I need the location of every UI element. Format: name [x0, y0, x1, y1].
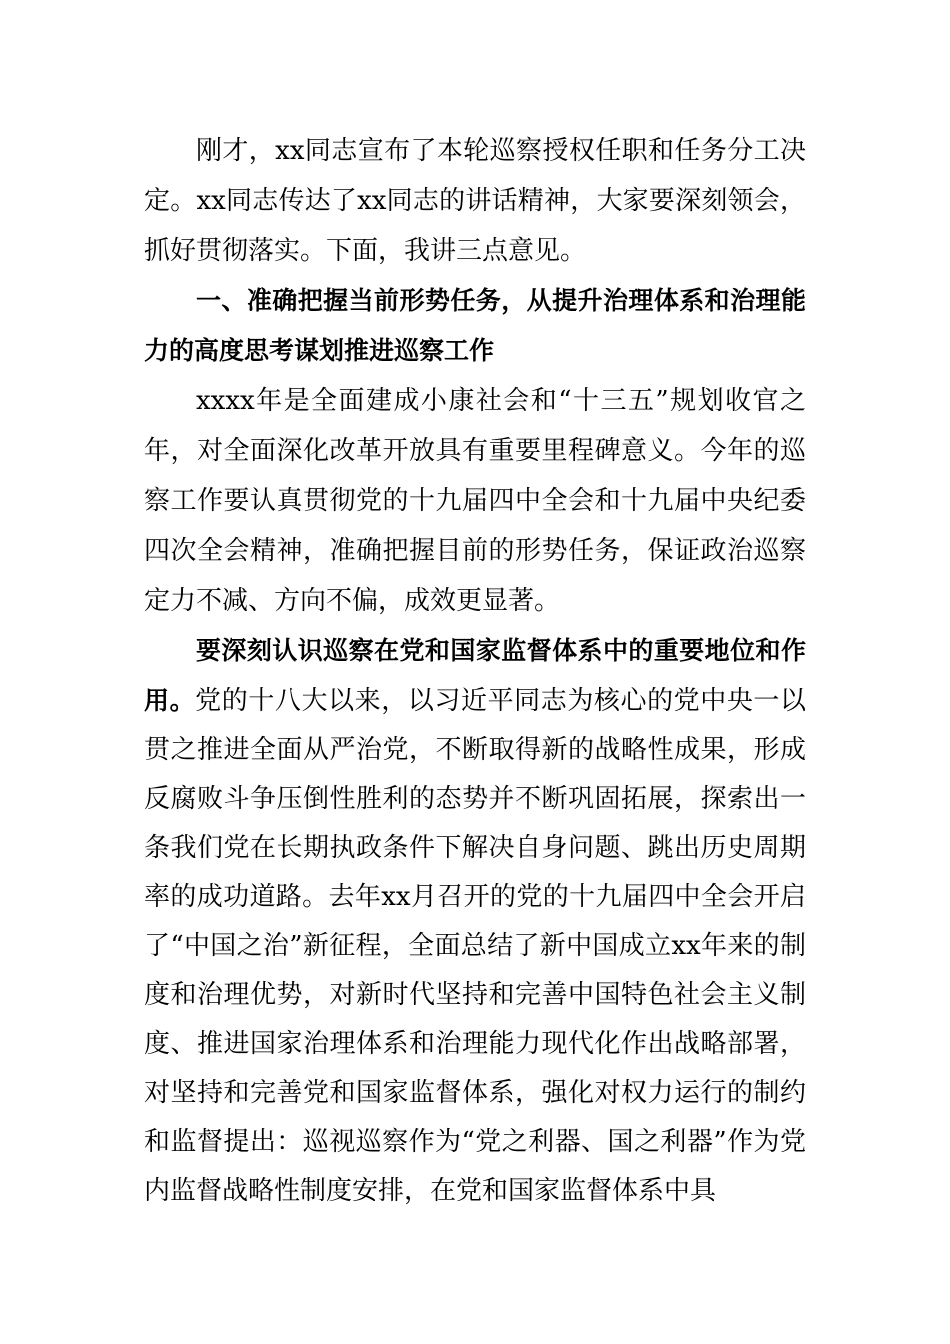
opening-paragraph: 刚才，xx同志宣布了本轮巡察授权任职和任务分工决定。xx同志传达了xx同志的讲话精神，大家要深刻领会，抓好贯彻落实。下面，我讲三点意见。	[144, 136, 806, 266]
context-paragraph: xxxx年是全面建成小康社会和“十三五”规划收官之年，对全面深化改革开放具有重要里程碑意义。今年的巡察工作要认真贯彻党的十九届四中全会和十九届中央纪委四次全会精神，准确把握目前的形势任务，保证政治巡察定力不减、方向不偏，成效更显著。	[144, 386, 806, 616]
importance-paragraph	[144, 626, 806, 1216]
document-body	[144, 126, 806, 1216]
section-heading-1: 一、准确把握当前形势任务，从提升治理体系和治理能力的高度思考谋划推进巡察工作	[144, 286, 806, 365]
importance-lead-sentence: 要深刻认识巡察在党和国家监督体系中的重要地位和作用。	[144, 636, 806, 715]
importance-body-text: 党的十八大以来，以习近平同志为核心的党中央一以贯之推进全面从严治党，不断取得新的战略性成果，形成反腐败斗争压倒性胜利的态势并不断巩固拓展，探索出一条我们党在长期执政条件下解决自身问题、跳出历史周期率的成功道路。去年xx月召开的党的十九届四中全会开启了“中国之治”新征程，全面总结了新中国成立xx年来的制度和治理优势，对新时代坚持和完善中国特色社会主义制度、推进国家治理体系和治理能力现代化作出战略部署，对坚持和完善党和国家监督体系，强化对权力运行的制约和监督提出：巡视巡察作为“党之利器、国之利器”作为党内监督战略性制度安排，在党和国家监督体系中具	[144, 686, 806, 1206]
